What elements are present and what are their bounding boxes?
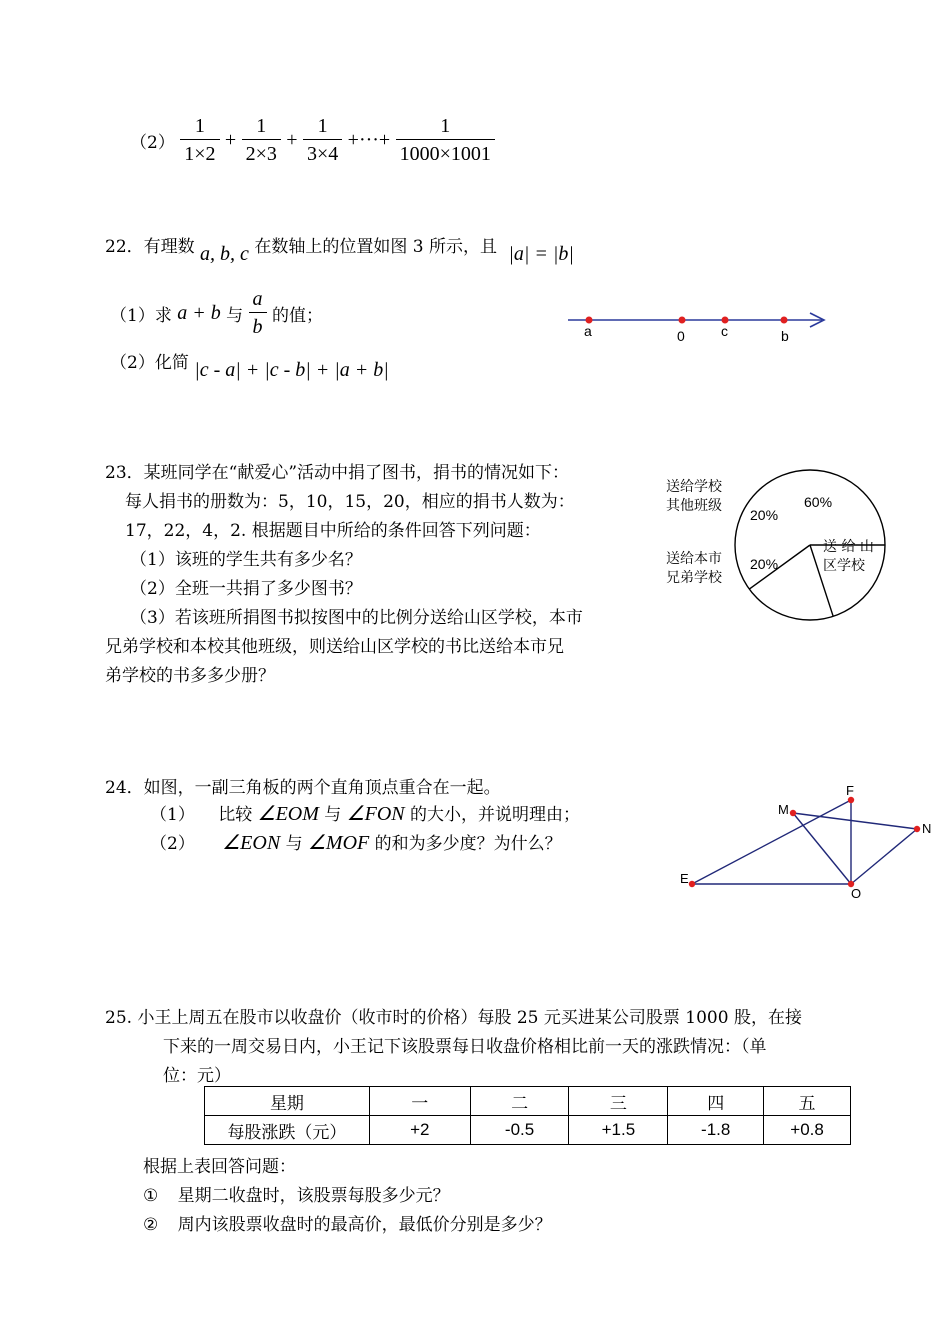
label-b: b (781, 328, 789, 344)
point-M (790, 810, 796, 816)
table-header-cell: 五 (764, 1087, 851, 1116)
q25-question-2: ② 周内该股票收盘时的最高价，最低价分别是多少？ (143, 1215, 552, 1235)
triangle-figure (675, 780, 935, 905)
fraction: $\frac{a}{b}$ (249, 286, 267, 341)
table-row (205, 1116, 851, 1145)
q25-answer-intro: 根据上表回答问题： (143, 1157, 296, 1177)
q23-line-3: 17，22，4，2. 根据题目中所给的条件回答下列问题： (125, 521, 541, 541)
stock-change-table (204, 1086, 851, 1145)
table-cell: -1.8 (668, 1116, 764, 1145)
q25-line-3: 位：元） (163, 1066, 231, 1086)
fraction: $\frac{1}{3\times 4}$ (303, 113, 342, 168)
table-cell: +2 (369, 1116, 470, 1145)
pie-label-other-2: 其他班级 (666, 498, 722, 514)
pie-label-mountain-2: 区学校 (823, 558, 865, 574)
label-E: E (680, 871, 689, 886)
fraction: $\frac{1}{2\times 3}$ (242, 113, 281, 168)
table-header-row (205, 1087, 851, 1116)
label-O: O (851, 886, 862, 901)
fraction: $\frac{1}{1000\times 1001}$ (396, 113, 495, 168)
q23-line-8: 弟学校的书多多少册？ (105, 666, 275, 686)
label-a: a (584, 323, 592, 339)
label-N: N (922, 821, 932, 836)
q22-part2: （2）化简 |c - a| + |c - b| + |a + b| (110, 353, 389, 381)
q24-line-1: 24．如图，一副三角板的两个直角顶点重合在一起。 (105, 778, 501, 798)
q23-line-2: 每人捐书的册数为：5，10，15，20，相应的捐书人数为： (125, 492, 575, 512)
pie-label-city-2: 兄弟学校 (666, 570, 722, 586)
point-E (689, 881, 695, 887)
table-header-cell: 星期 (205, 1087, 370, 1116)
table-header-cell: 二 (470, 1087, 569, 1116)
number-line (560, 305, 840, 350)
q21-part2-label: （2） (130, 133, 175, 153)
point-zero (679, 317, 686, 324)
pie-pct-city: 20% (750, 556, 779, 572)
table-header-cell: 三 (569, 1087, 668, 1116)
q23-line-1: 23．某班同学在“献爱心”活动中捐了图书，捐书的情况如下： (105, 463, 570, 483)
table-cell: +0.8 (764, 1116, 851, 1145)
q21-part2: （2） $\frac{1}{1\times 2}$ + $\frac{1}{2\times 3}$ + $\frac{1}{3\times 4}$ +···+ $\frac{1}{1000\times 1001}$ (130, 113, 495, 168)
q25-question-1: ① 星期二收盘时，该股票每股多少元？ (143, 1186, 450, 1206)
q22-part1: （1）求 a + b 与 $\frac{a}{b}$ 的值； (110, 286, 323, 341)
q24-part1: （1） 比较 ∠EOM 与 ∠FON 的大小，并说明理由； (150, 803, 581, 825)
label-F: F (846, 783, 854, 798)
point-N (914, 826, 920, 832)
table-cell: -0.5 (470, 1116, 569, 1145)
fraction: $\frac{1}{1\times 2}$ (180, 113, 219, 168)
pie-label-mountain-1: 送 给 山 (823, 539, 874, 555)
q23-line-6: （3）若该班所捐图书拟按图中的比例分送给山区学校，本市 (130, 608, 583, 628)
q25-line-1: 25. 小王上周五在股市以收盘价（收市时的价格）每股 25 元买进某公司股票 1000 股，在接 (105, 1008, 802, 1028)
pie-pct-mountain: 60% (804, 494, 833, 510)
table-row-label: 每股涨跌（元） (205, 1116, 370, 1145)
q23-line-4: （1）该班的学生共有多少名？ (130, 550, 362, 570)
q24-part2: （2） ∠EON 与 ∠MOF 的和为多少度？为什么？ (150, 832, 562, 854)
q25-line-2: 下来的一周交易日内，小王记下该股票每日收盘价格相比前一天的涨跌情况：（单 (163, 1037, 767, 1057)
q23-line-5: （2）全班一共捐了多少图书？ (130, 579, 362, 599)
q22-stem: 22．有理数 a, b, c 在数轴上的位置如图 3 所示，且 |a| = |b| (105, 237, 574, 265)
pie-pct-other: 20% (750, 507, 779, 523)
label-M: M (778, 802, 789, 817)
table-header-cell: 一 (369, 1087, 470, 1116)
table-header-cell: 四 (668, 1087, 764, 1116)
pie-label-city-1: 送给本市 (666, 551, 722, 567)
label-zero: 0 (677, 328, 685, 344)
label-c: c (721, 323, 728, 339)
point-b (781, 317, 788, 324)
pie-slice-city-boundary (810, 545, 833, 616)
pie-chart (660, 460, 895, 625)
table-cell: +1.5 (569, 1116, 668, 1145)
pie-label-other-1: 送给学校 (666, 479, 722, 495)
q23-line-7: 兄弟学校和本校其他班级，则送给山区学校的书比送给本市兄 (105, 637, 564, 657)
